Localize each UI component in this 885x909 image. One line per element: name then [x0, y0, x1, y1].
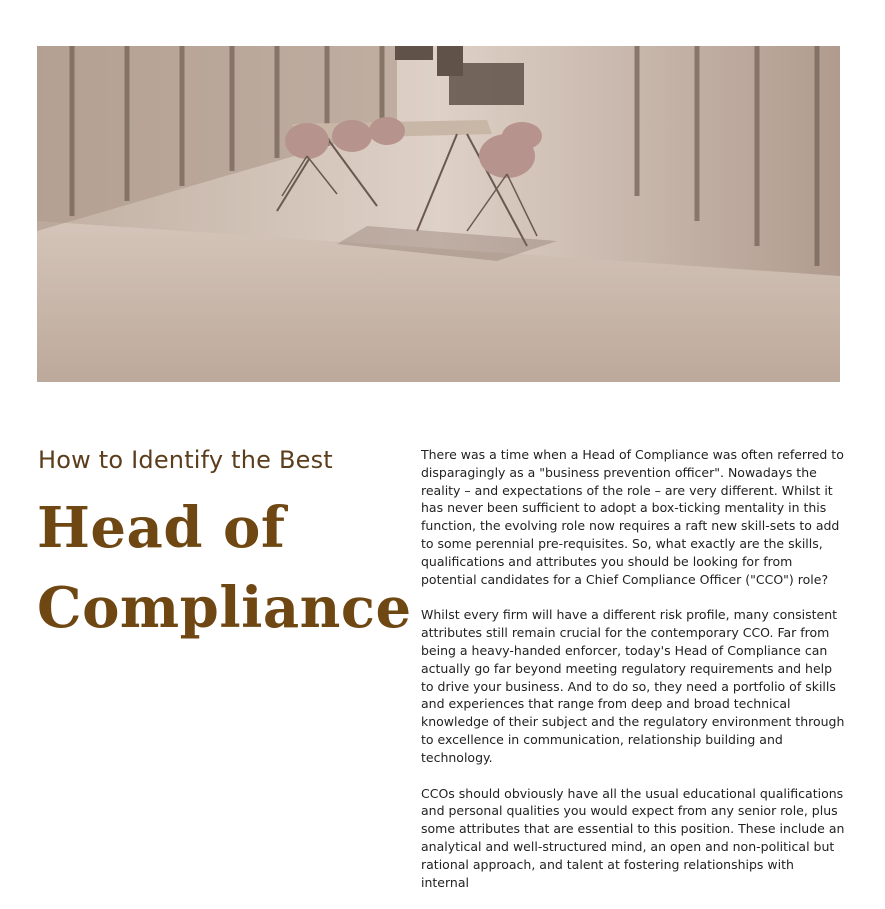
- article-body: [421, 446, 845, 909]
- article-paragraph: There was a time when a Head of Compliance was often referred to disparagingly as a "business prevention officer". Nowadays the reality – and expectations of the role – are very different. Whilst it has never been sufficient to adopt a box-ticking mentality in this function, the evolving role now requires a raft new skill-sets to add to some perennial pre-requisites. So, what exactly are the skills, qualifications and attributes you should be looking for from potential candidates for a Chief Compliance Officer ("CCO") role?: [421, 447, 844, 587]
- hero-image: [37, 46, 840, 382]
- article-subtitle: How to Identify the Best: [38, 446, 333, 474]
- article-title: Head of Compliance: [37, 495, 412, 641]
- conference-room-photo-icon: [37, 46, 840, 382]
- article-paragraph: CCOs should obviously have all the usual educational qualifications and personal qualities you would expect from any senior role, plus some attributes that are essential to this position. These include an analytical and well-structured mind, an open and non-political but rational approach, and talent at fostering relationships with internal: [421, 785, 845, 890]
- article-paragraph: Whilst every firm will have a different risk profile, many consistent attributes still remain crucial for the contemporary CCO. Far from being a heavy-handed enforcer, today's Head of Compliance can actually go far beyond meeting regulatory requirements and help to drive your business. And to do so, they need a portfolio of skills and experiences that range from deep and broad technical knowledge of their subject and the regulatory environment through to excellence in communication, relationship building and technology.: [421, 607, 845, 765]
